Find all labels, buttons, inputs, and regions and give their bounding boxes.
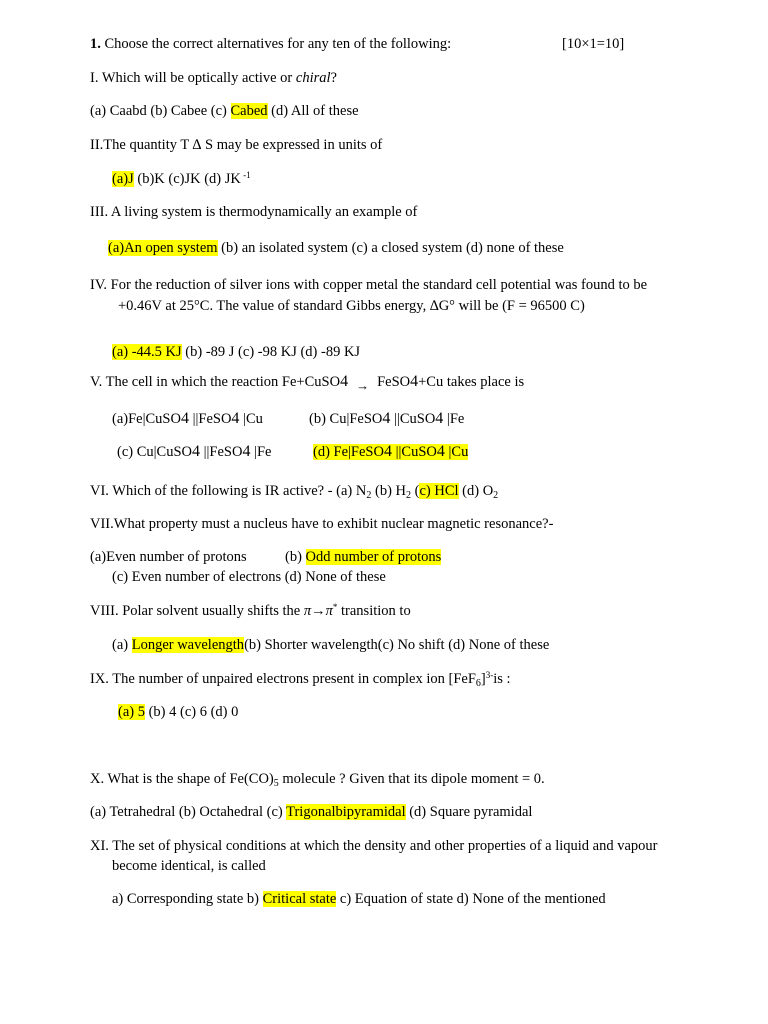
answer-highlight: Cabed <box>230 103 268 119</box>
answer-highlight: (a)An open system <box>108 240 218 256</box>
subscript: 2 <box>406 490 411 501</box>
cell-text: |Cu <box>239 411 263 427</box>
question-10 <box>90 770 545 788</box>
reaction-arrow-icon: → <box>356 378 370 393</box>
question-5-text: V. The cell in which the reaction Fe+CuSO <box>90 374 341 390</box>
question-1-options <box>90 102 359 120</box>
option-text: (a) <box>112 637 132 653</box>
option-text: (b) 4 (c) 6 (d) 0 <box>144 704 239 720</box>
section-instruction: Choose the correct alternatives for any ten of the following: <box>104 36 452 52</box>
option-text: (b) -89 J (c) -98 KJ (d) -89 KJ <box>181 344 361 360</box>
option-text: (a) Tetrahedral (b) Octahedral (c) <box>90 804 287 820</box>
question-5-option-a <box>112 410 263 428</box>
question-7-option-b <box>285 548 441 566</box>
cell-text: (c) Cu|CuSO <box>117 444 192 460</box>
question-6 <box>90 482 498 500</box>
question-3-options <box>108 239 564 257</box>
cell-sub: 4 <box>242 443 251 460</box>
question-10-text: molecule ? Given that its dipole moment = 0. <box>278 771 545 787</box>
question-5 <box>90 373 524 395</box>
question-1-text: I. Which will be optically active or <box>90 70 296 86</box>
answer-highlight: (a) 5 <box>118 704 145 720</box>
subscript: 6 <box>475 678 481 689</box>
cell-text: ||FeSO <box>188 411 232 427</box>
question-3: III. A living system is thermodynamically an example of <box>90 204 418 220</box>
answer-highlight: Odd number of protons <box>305 549 442 565</box>
option-text: a) Corresponding state b) <box>112 891 263 907</box>
question-1-italic: chiral <box>295 70 331 86</box>
cell-text: |Fe <box>443 411 465 427</box>
question-4-line-2: +0.46V at 25°C. The value of standard Gibbs energy, ∆G° will be (F = 96500 C) <box>118 298 585 314</box>
question-5-option-b <box>309 410 464 428</box>
option-text: (b)K (c)JK (d) JK <box>133 171 241 187</box>
section-number: 1. <box>90 36 101 52</box>
option-text: (a) Caabd (b) Cabee (c) <box>90 103 231 119</box>
superscript: * <box>332 602 338 612</box>
cell-text: (a)Fe|CuSO <box>112 411 181 427</box>
question-8 <box>90 602 411 620</box>
cell-text: |Fe <box>250 444 272 460</box>
question-9-text: ] <box>480 671 486 687</box>
cell-sub: 4 <box>382 410 391 427</box>
question-1-end: ? <box>330 70 337 86</box>
cell-sub: 4 <box>192 443 200 460</box>
cell-sub: 4 <box>383 443 392 460</box>
question-11-line-2: become identical, is called <box>112 858 266 874</box>
option-text: (d) All of these <box>267 103 359 119</box>
question-4-line-1: IV. For the reduction of silver ions with copper metal the standard cell potential was found to be <box>90 277 648 293</box>
cell-text: ||CuSO <box>391 444 437 460</box>
question-10-options <box>90 803 532 821</box>
answer-highlight <box>313 444 468 460</box>
cell-text: ||CuSO <box>390 411 436 427</box>
answer-highlight: Trigonalbipyramidal <box>286 804 406 820</box>
option-text: (d) Square pyramidal <box>405 804 533 820</box>
question-7-option-a: (a)Even number of protons <box>90 549 247 565</box>
question-8-options <box>112 636 549 654</box>
question-11-options <box>112 890 606 908</box>
pi-symbol: π <box>303 603 312 619</box>
answer-highlight: (a)J <box>112 171 134 187</box>
option-text: (b) <box>285 549 306 565</box>
pi-symbol: π <box>325 603 333 619</box>
question-9-text: is : <box>493 671 511 687</box>
question-6-text: VI. Which of the following is IR active? - (a) N <box>90 483 367 499</box>
question-2-options <box>112 170 251 188</box>
subscript: 2 <box>366 490 372 501</box>
subscript: 2 <box>493 490 499 501</box>
question-6-text: (b) H <box>371 483 406 499</box>
question-11-line-1: XI. The set of physical conditions at which the density and other properties of a liquid and vapour <box>90 838 658 854</box>
superscript: 3- <box>485 670 494 680</box>
question-9-options <box>118 703 238 721</box>
question-8-text: VIII. Polar solvent usually shifts the <box>90 603 304 619</box>
question-7-options-cd: (c) Even number of electrons (d) None of these <box>112 569 386 585</box>
cell-sub: 4 <box>436 443 445 460</box>
answer-highlight: Longer wavelength <box>131 637 245 653</box>
option-text: c) Equation of state d) None of the mentioned <box>336 891 606 907</box>
subscript-size: 4 <box>340 373 349 390</box>
question-5-end: +Cu takes place is <box>418 374 525 390</box>
answer-highlight: c) HCl <box>419 483 459 499</box>
question-5-product: FeSO <box>377 374 411 390</box>
question-8-text: transition to <box>337 603 411 619</box>
transition-arrow-icon: → <box>311 603 326 619</box>
question-9 <box>90 670 511 688</box>
subscript: 5 <box>273 778 279 789</box>
question-5-option-d <box>313 443 468 461</box>
answer-highlight: Critical state <box>262 891 337 907</box>
option-text: (b) an isolated system (c) a closed system (d) none of these <box>217 240 564 256</box>
cell-sub: 4 <box>435 410 444 427</box>
question-6-text: ( <box>411 483 420 499</box>
answer-highlight: (a) -44.5 KJ <box>112 344 182 360</box>
question-1 <box>90 69 337 87</box>
cell-text: |Cu <box>444 444 469 460</box>
question-6-text: (d) O <box>458 483 494 499</box>
question-4-options <box>112 343 360 361</box>
cell-text: (b) Cu|FeSO <box>309 411 383 427</box>
superscript: -1 <box>240 170 251 180</box>
cell-text: (d) Fe|FeSO <box>313 444 384 460</box>
cell-sub: 4 <box>180 410 189 427</box>
cell-text: ||FeSO <box>200 444 243 460</box>
section-marks: [10×1=10] <box>562 36 625 52</box>
question-10-text: X. What is the shape of Fe(CO) <box>90 771 274 787</box>
section-heading <box>90 35 451 53</box>
option-text: (b) Shorter wavelength(c) No shift (d) None of these <box>244 637 550 653</box>
question-2: II.The quantity T ∆ S may be expressed in units of <box>90 137 383 153</box>
question-9-text: IX. The number of unpaired electrons present in complex ion [FeF <box>90 671 476 687</box>
question-7: VII.What property must a nucleus have to exhibit nuclear magnetic resonance?- <box>90 516 554 532</box>
subscript-size: 4 <box>410 373 419 390</box>
cell-sub: 4 <box>231 410 240 427</box>
question-5-option-c <box>117 443 272 461</box>
